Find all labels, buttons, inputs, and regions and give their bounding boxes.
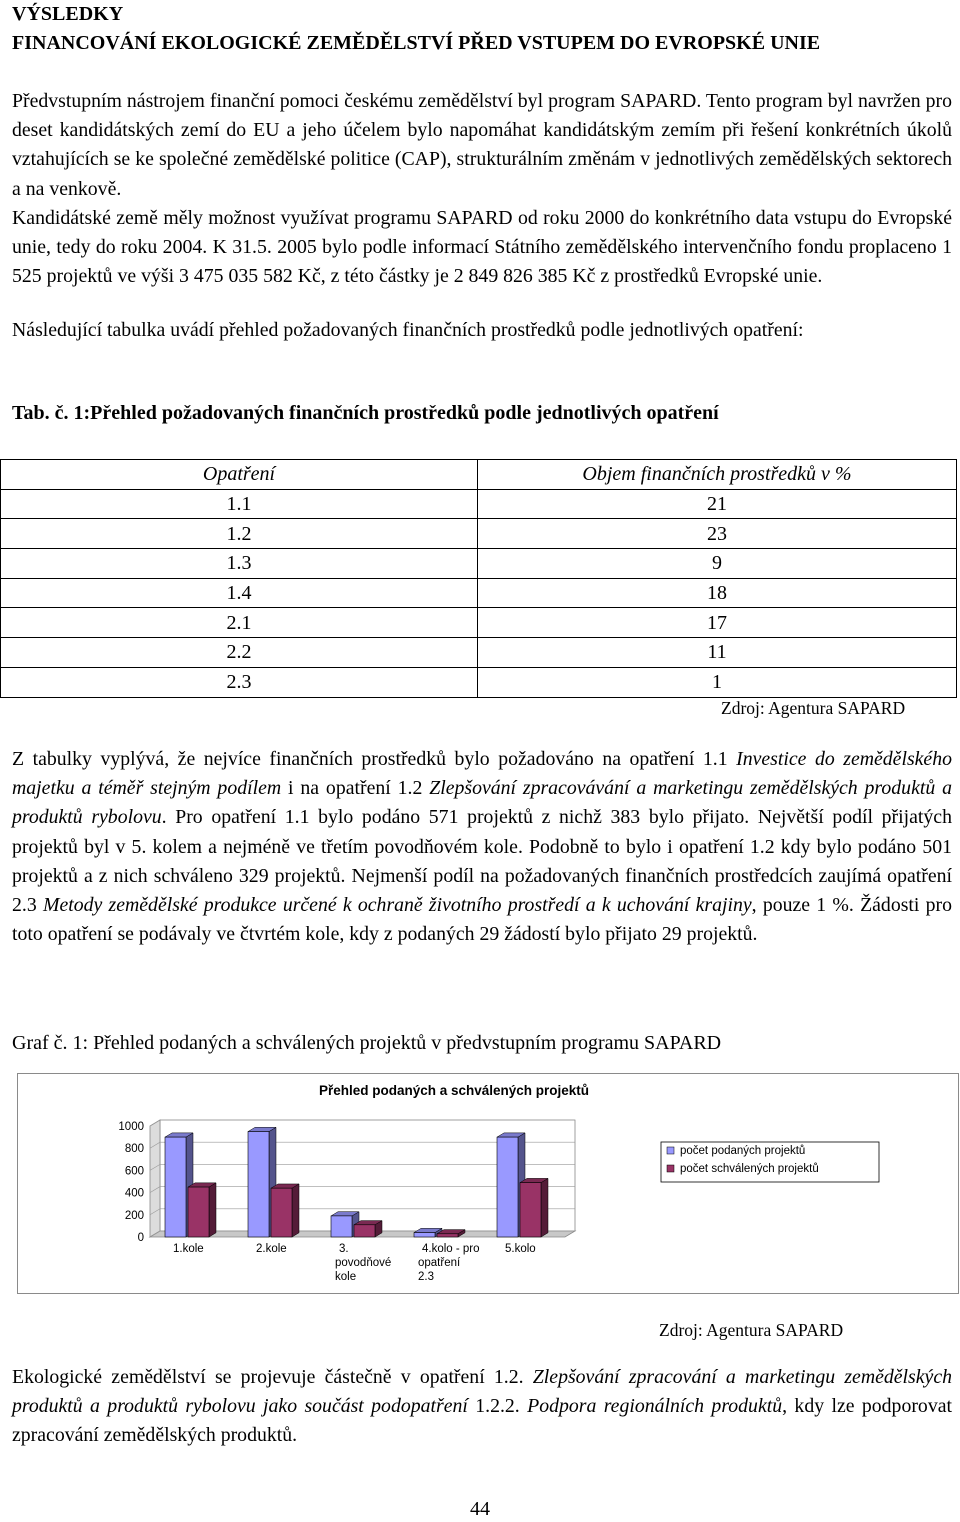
intro-text-3: Následující tabulka uvádí přehled požadovaných finančních prostředků podle jednotlivých opatření: [12, 319, 804, 341]
bar-approved [188, 1187, 209, 1237]
x-category-label-line: 1.kole [173, 1243, 204, 1255]
chapter-heading: FINANCOVÁNÍ EKOLOGICKÉ ZEMĚDĚLSTVÍ PŘED VSTUPEM DO EVROPSKÉ UNIE [12, 32, 821, 54]
volume-percent-cell: 1 [478, 667, 957, 697]
volume-percent-cell: 17 [478, 608, 957, 638]
bar-approved [354, 1225, 375, 1237]
y-tick-label: 400 [124, 1187, 144, 1200]
bar-submitted [248, 1132, 269, 1237]
measures-table [0, 459, 957, 698]
x-category-label-line: kole [335, 1271, 357, 1283]
bar-submitted [331, 1216, 352, 1237]
column-header-volume: Objem finančních prostředků v % [478, 460, 957, 490]
submeasure-name: Podpora regionálních produktů [527, 1395, 783, 1418]
closing-text: 1.2.2. [467, 1395, 528, 1418]
table-row [1, 519, 957, 549]
table-caption: Tab. č. 1:Přehled požadovaných finančních prostředků podle jednotlivých opatření [12, 402, 719, 424]
volume-percent-cell: 23 [478, 519, 957, 549]
measure-1-1-name: Investice do zemědělského majetku a téměř stejným podílem [12, 748, 952, 800]
legend-label: počet podaných projektů [680, 1145, 806, 1157]
y-tick-label: 0 [137, 1232, 144, 1244]
measure-1-2-name: Zlepšování zpracovávání a marketingu zemědělských produktů a produktů rybolovu [12, 777, 952, 829]
volume-percent-cell: 21 [478, 489, 957, 519]
intro-text-1: Předvstupním nástrojem finanční pomoci českému zemědělství byl program SAPARD. Tento program byl navržen pro deset kandidátských zemí do EU a jeho účelem bylo napomáhat kandidátským zemím při řešení konkrétních úkolů vztahujících se ke společné zemědělské politice (CAP), strukturálním změnám v jednotlivých zemědělských sektorech a na venkově. [12, 90, 952, 200]
measure-code-cell: 1.2 [1, 519, 478, 549]
x-category-label-line: opatření [418, 1257, 461, 1269]
measure-code-cell: 2.1 [1, 608, 478, 638]
section-heading: VÝSLEDKY [12, 3, 124, 25]
x-category-label [173, 1243, 204, 1255]
measure-code-cell: 2.2 [1, 638, 478, 668]
x-category-label-line: 2.kole [256, 1243, 287, 1255]
table-source: Zdroj: Agentura SAPARD [721, 698, 906, 718]
analysis-text: . Pro opatření 1.1 bylo podáno 571 projektů z nichž 383 bylo přijato. Největší podíl přijatých projektů byl v 5. kolem a nejméně ve třetím povodňovém kole. Podobně to bylo i opatření 1.2 kdy bylo podáno 501 projektů a z nich schváleno 329 projektů. Nejmenší podíl na požadovaných finančních prostředcích zaujímá opatření 2.3 [12, 806, 952, 917]
x-category-label [335, 1243, 391, 1283]
bar-submitted [165, 1137, 186, 1237]
measure-code-cell: 1.4 [1, 578, 478, 608]
intro-paragraph-3 [12, 316, 952, 345]
bar-approved [271, 1188, 292, 1237]
x-category-label [505, 1243, 536, 1255]
table-row [1, 667, 957, 697]
volume-percent-cell: 9 [478, 549, 957, 579]
bar-submitted [497, 1137, 518, 1237]
bar-side-approved [292, 1184, 299, 1237]
analysis-text: i na opatření 1.2 [281, 777, 430, 800]
graph-caption: Graf č. 1: Přehled podaných a schválených projektů v předvstupním programu SAPARD [12, 1032, 722, 1054]
closing-text: , kdy lze podporovat zpracování zemědělských produktů. [12, 1395, 952, 1447]
bar-submitted [414, 1233, 435, 1237]
x-category-label [418, 1243, 480, 1283]
chart-source: Zdroj: Agentura SAPARD [659, 1320, 844, 1340]
y-tick-label: 600 [124, 1165, 144, 1178]
measure-code-cell: 1.3 [1, 549, 478, 579]
x-category-label-line: 2.3 [418, 1271, 434, 1283]
x-category-label-line: povodňové [335, 1257, 392, 1269]
bar-approved [520, 1183, 541, 1237]
legend-swatch [667, 1165, 674, 1172]
page-number: 44 [470, 1498, 490, 1520]
measure-code-cell: 1.1 [1, 489, 478, 519]
analysis-paragraph [12, 745, 952, 949]
y-tick-label: 200 [124, 1209, 144, 1222]
legend-swatch [667, 1147, 674, 1154]
intro-text-2: Kandidátské země měly možnost využívat programu SAPARD od roku 2000 do konkrétního data vstupu do Evropské unie, tedy do roku 2004. K 31.5. 2005 bylo podle informací Státního zemědělského intervenčního fondu proplaceno 1 525 projektů ve výši 3 475 035 582 Kč, z této částky je 2 849 826 385 Kč z prostředků Evropské unie. [12, 207, 952, 288]
x-category-label [256, 1243, 287, 1255]
table-row [1, 638, 957, 668]
measure-1-2-name: Zlepšování zpracování a marketingu zemědělských produktů a produktů rybolovu jako součást podopatření [12, 1366, 952, 1418]
table-row [1, 578, 957, 608]
table-header-row [1, 460, 957, 490]
intro-paragraph-2 [12, 204, 952, 292]
volume-percent-cell: 11 [478, 638, 957, 668]
bar-side-approved [209, 1183, 216, 1237]
column-header-measure: Opatření [1, 460, 478, 490]
x-category-label-line: 5.kolo [505, 1243, 536, 1255]
table-row [1, 608, 957, 638]
x-category-label-line: 4.kolo - pro [422, 1243, 480, 1255]
chart-frame [17, 1073, 959, 1294]
x-category-label-line: 3. [339, 1243, 349, 1255]
volume-percent-cell: 18 [478, 578, 957, 608]
bar-side-approved [541, 1178, 548, 1237]
analysis-text: Z tabulky vyplývá, že nejvíce finančních prostředků bylo požadováno na opatření 1.1 [12, 748, 737, 770]
y-tick-label: 1000 [118, 1121, 144, 1133]
table-row [1, 489, 957, 519]
projects-bar-chart [18, 1074, 958, 1293]
table-row [1, 549, 957, 579]
chart-side-wall [150, 1120, 160, 1237]
analysis-text: , pouze 1 %. Žádosti pro toto opatření se podávaly ve čtvrtém kole, kdy z podaných 29 žádostí bylo přijato 29 projektů. [12, 894, 952, 946]
measure-code-cell: 2.3 [1, 667, 478, 697]
bar-approved [437, 1234, 458, 1237]
closing-paragraph [12, 1363, 952, 1451]
measure-2-3-name: Metody zemědělské produkce určené k ochraně životního prostředí a k uchování krajiny [42, 894, 752, 917]
chart-title: Přehled podaných a schválených projektů [318, 1083, 590, 1098]
closing-text: Ekologické zemědělství se projevuje částečně v opatření 1.2. [12, 1366, 533, 1388]
legend-label: počet schválených projektů [680, 1163, 819, 1175]
y-tick-label: 800 [124, 1143, 144, 1156]
intro-paragraph-1 [12, 87, 952, 204]
